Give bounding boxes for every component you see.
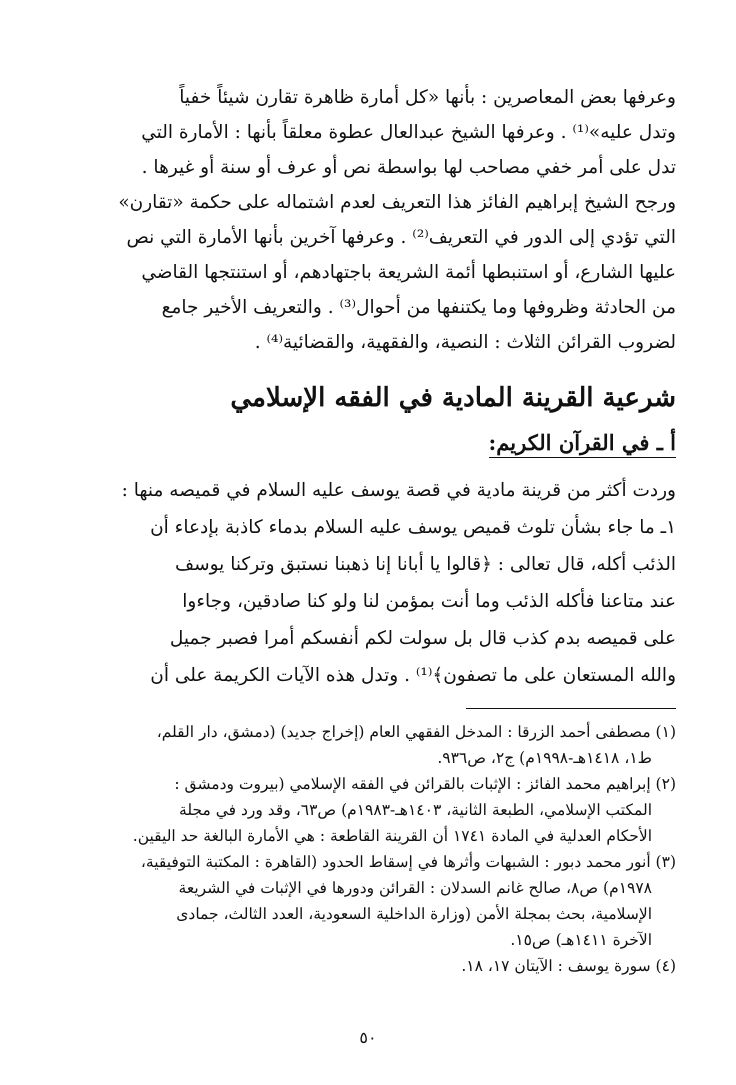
- subsection-heading-text: أ ـ في القرآن الكريم:: [489, 430, 676, 458]
- footnote-line: ط١، ١٤١٨هـ-١٩٩٨م) ج٢، ص٩٣٦.: [437, 749, 652, 767]
- footnote-line: الآخرة ١٤١١هـ) ص١٥.: [510, 931, 652, 949]
- text-line: ورجح الشيخ إبراهيم الفائز هذا التعريف لعدم اشتماله على حكمة «تقارن»: [118, 192, 676, 213]
- text-line: وردت أكثر من قرينة مادية في قصة يوسف عليه السلام في قميصه منها :: [121, 480, 676, 501]
- footnotes: [60, 719, 676, 979]
- text-line: من الحادثة وظروفها وما يكتنفها من أحوال⁽³⁾ . والتعريف الأخير جامع: [161, 297, 676, 318]
- footnote-line: (٢) إبراهيم محمد الفائز : الإثبات بالقرائن في الفقه الإسلامي (بيروت ودمشق :: [174, 775, 676, 793]
- footnote-line: الإسلامية، بحث بمجلة الأمن (وزارة الداخلية السعودية، العدد الثالث، جمادى: [176, 905, 652, 923]
- text-line: ١ـ ما جاء بشأن تلوث قميص يوسف عليه السلام بدماء كاذبة بإدعاء أن: [150, 517, 676, 538]
- quran-paragraph: [60, 472, 676, 694]
- text-line: عليها الشارع، أو استنبطها أئمة الشريعة باجتهادهم، أو استنتجها القاضي: [141, 262, 676, 283]
- section-heading: شرعية القرينة المادية في الفقه الإسلامي: [230, 383, 676, 413]
- footnote-divider: [466, 708, 676, 709]
- text-line: التي تؤدي إلى الدور في التعريف⁽²⁾ . وعرفها آخرين بأنها الأمارة التي نص: [126, 227, 676, 248]
- text-line: عند متاعنا فأكله الذئب وما أنت بمؤمن لنا ولو كنا صادقين، وجاءوا: [182, 591, 676, 612]
- footnote-line: (١) مصطفى أحمد الزرقا : المدخل الفقهي العام (إخراج جديد) (دمشق، دار القلم،: [156, 723, 676, 741]
- page-number: ٥٠: [359, 1028, 377, 1047]
- text-line: الذئب أكله، قال تعالى : ﴿قالوا يا أبانا إنا ذهبنا نستبق وتركنا يوسف: [174, 554, 676, 575]
- footnote-line: (٣) أنور محمد دبور : الشبهات وأثرها في إسقاط الحدود (القاهرة : المكتبة التوفيقية،: [140, 853, 676, 871]
- text-line: على قميصه بدم كذب قال بل سولت لكم أنفسكم أمرا فصبر جميل: [169, 628, 676, 649]
- definition-paragraph: [60, 80, 676, 360]
- footnote-3: [60, 849, 676, 953]
- footnote-2: [60, 771, 676, 849]
- text-line: والله المستعان على ما تصفون﴾⁽¹⁾ . وتدل هذه الآيات الكريمة على أن: [150, 665, 676, 686]
- text-line: وعرفها بعض المعاصرين : بأنها «كل أمارة ظاهرة تقارن شيئاً خفياً: [179, 87, 676, 108]
- text-line: وتدل عليه»⁽¹⁾ . وعرفها الشيخ عبدالعال عطوة معلقاً بأنها : الأمارة التي: [141, 122, 676, 143]
- footnote-line: الأحكام العدلية في المادة ١٧٤١ أن القرينة القاطعة : هي الأمارة البالغة حد اليقين.: [132, 827, 652, 845]
- subsection-heading: [60, 424, 676, 462]
- footnote-line: ١٩٧٨م) ص٨، صالح غانم السدلان : القرائن ودورها في الإثبات في الشريعة: [178, 879, 652, 897]
- text-line: تدل على أمر خفي مصاحب لها بواسطة نص أو عرف أو سنة أو غيرها .: [141, 157, 676, 178]
- footnote-4: [60, 953, 676, 979]
- footnote-1: [60, 719, 676, 771]
- text-line: لضروب القرائن الثلاث : النصية، والفقهية، والقضائية⁽⁴⁾ .: [254, 332, 676, 353]
- footnote-line: (٤) سورة يوسف : الآيتان ١٧، ١٨.: [461, 957, 676, 975]
- footnote-line: المكتب الإسلامي، الطبعة الثانية، ١٤٠٣هـ-١٩٨٣م) ص٦٣، وقد ورد في مجلة: [179, 801, 652, 819]
